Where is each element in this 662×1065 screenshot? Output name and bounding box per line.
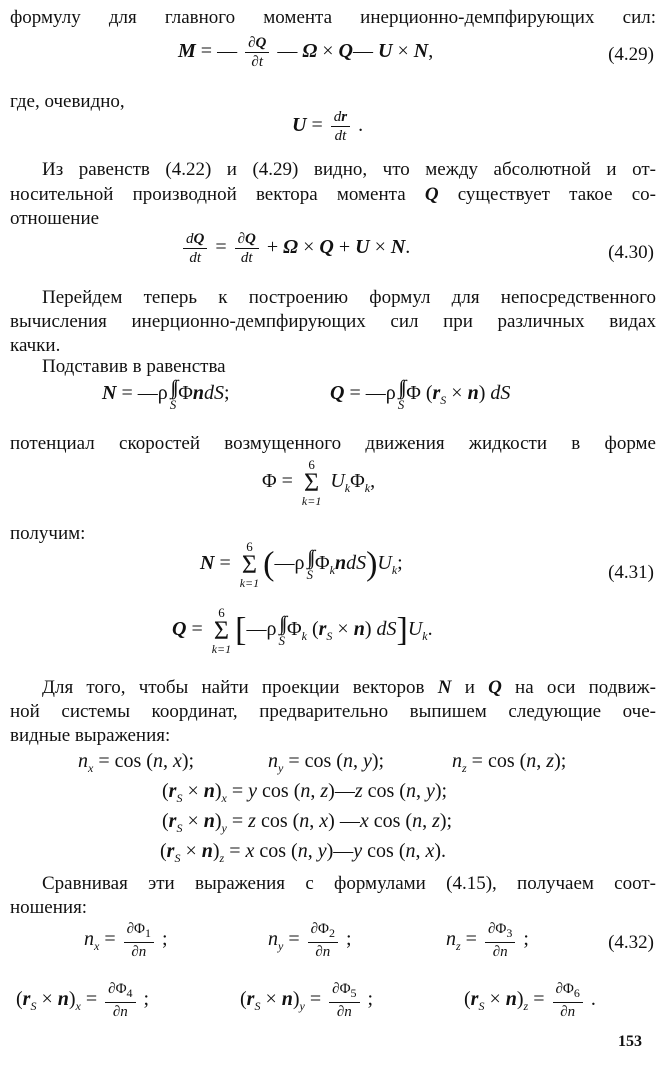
- equation-nz: $n_z = \cos (n$, z);: [452, 750, 567, 775]
- text-line-12a: Для того, чтобы найти проекции векторов: [42, 677, 425, 698]
- equation-phi-sum: Φ = 6 Σ k=1 $U_k\Phi_k$,: [262, 457, 376, 508]
- eq-number-4-32: (4.32): [608, 932, 654, 953]
- equation-rs-z: $(r_S \times n)_z = x$ cos (n, y)—y cos (n, x).: [160, 840, 447, 865]
- text-line-6: Перейдем теперь к построению формул для непосредственного: [42, 287, 656, 308]
- text-line-13: ной системы координат, предварительно выпишем следующие оче-: [10, 701, 656, 722]
- equation-4-32-rsy: $(r_S \times n)_y$ = $\frac{\partial\Phi_5}{\partial n}$ ;: [240, 981, 374, 1020]
- equation-rs-y: $(r_S \times n)_y = z$ cos (n, x) —x cos (n, z);: [162, 810, 453, 835]
- equation-4-32-ny: $n_y$ = $\frac{\partial\Phi_2}{\partial n}$ ;: [268, 921, 352, 960]
- equation-4-32-rsx: $(r_S \times n)_x$ = $\frac{\partial\Phi_4}{\partial n}$ ;: [16, 981, 150, 1020]
- text-line-2: где, очевидно,: [10, 91, 125, 112]
- text-line-4a: носительной производной вектора момента: [10, 184, 406, 205]
- text-line-14: видные выражения:: [10, 725, 171, 746]
- text-line-3: Из равенств (4.22) и (4.29) видно, что между абсолютной и от-: [42, 159, 656, 180]
- equation-4-32-nz: $n_z$ = $\frac{\partial\Phi_3}{\partial n}$ ;: [446, 921, 529, 960]
- equation-rs-x: $(r_S \times n)_x = y$ cos (n, z)—z cos (n, y);: [162, 780, 448, 805]
- equation-n-integral: N = —ρ ∫∫ S ΦndS;: [102, 377, 230, 412]
- equation-4-30: $\frac{dQ}{dt}$ = $\frac{\partial Q}{dt}$ + Ω × Q + U × N.: [180, 230, 410, 267]
- text-line-8: качки.: [10, 335, 61, 356]
- text-line-4b: существует такое со-: [457, 184, 656, 205]
- text-line-1: формулу для главного момента инерционно-демпфирующих сил:: [10, 7, 656, 28]
- text-line-4: носительной производной вектора момента Q существует такое со-: [10, 184, 656, 205]
- equation-4-32-rsz: $(r_S \times n)_z$ = $\frac{\partial\Phi_6}{\partial n}$ .: [464, 981, 596, 1020]
- equation-u-dr-dt: U = $\frac{dr}{dt}$ .: [292, 109, 364, 144]
- text-line-10: потенциал скоростей возмущенного движения жидкости в форме: [10, 433, 656, 454]
- equation-q-integral: Q = —ρ ∫∫ S Φ $(r_S \times n)$ dS: [330, 377, 511, 412]
- text-line-12: Для того, чтобы найти проекции векторов N и Q на оси подвиж-: [42, 677, 657, 698]
- equation-4-31-q: Q = 6 Σ k=1 [—ρ ∫∫ S $\Phi_k$ $(r_S \times n)$ $dS]U_k$.: [172, 605, 433, 656]
- text-line-16: ношения:: [10, 897, 88, 918]
- text-line-12c: на оси подвиж-: [515, 677, 657, 698]
- page-number: 153: [618, 1033, 642, 1050]
- eq-number-4-31: (4.31): [608, 562, 654, 583]
- text-line-11: получим:: [10, 523, 86, 544]
- text-line-9: Подставив в равенства: [42, 356, 226, 377]
- equation-nx: $n_x = \cos (n$, x);: [78, 750, 195, 775]
- text-line-15: Сравнивая эти выражения с формулами (4.15), получаем соот-: [42, 873, 656, 894]
- eq-number-4-30: (4.30): [608, 242, 654, 263]
- equation-4-31-n: N = 6 Σ k=1 (—ρ ∫∫ S $\Phi_kndS)U_k$;: [200, 539, 403, 590]
- equation-4-32-nx: $n_x$ = $\frac{\partial\Phi_1}{\partial n}$ ;: [84, 921, 168, 960]
- equation-4-29: M = — $\frac{\partial Q}{\partial t}$ — Ω × Q— U × N,: [178, 35, 434, 70]
- text-line-5: отношение: [10, 208, 100, 229]
- eq-number-4-29: (4.29): [608, 44, 654, 65]
- equation-ny: $n_y = \cos (n$, y);: [268, 750, 385, 775]
- text-line-12b: и: [464, 677, 475, 698]
- text-line-7: вычисления инерционно-демпфирующих сил при различных видах: [10, 311, 656, 332]
